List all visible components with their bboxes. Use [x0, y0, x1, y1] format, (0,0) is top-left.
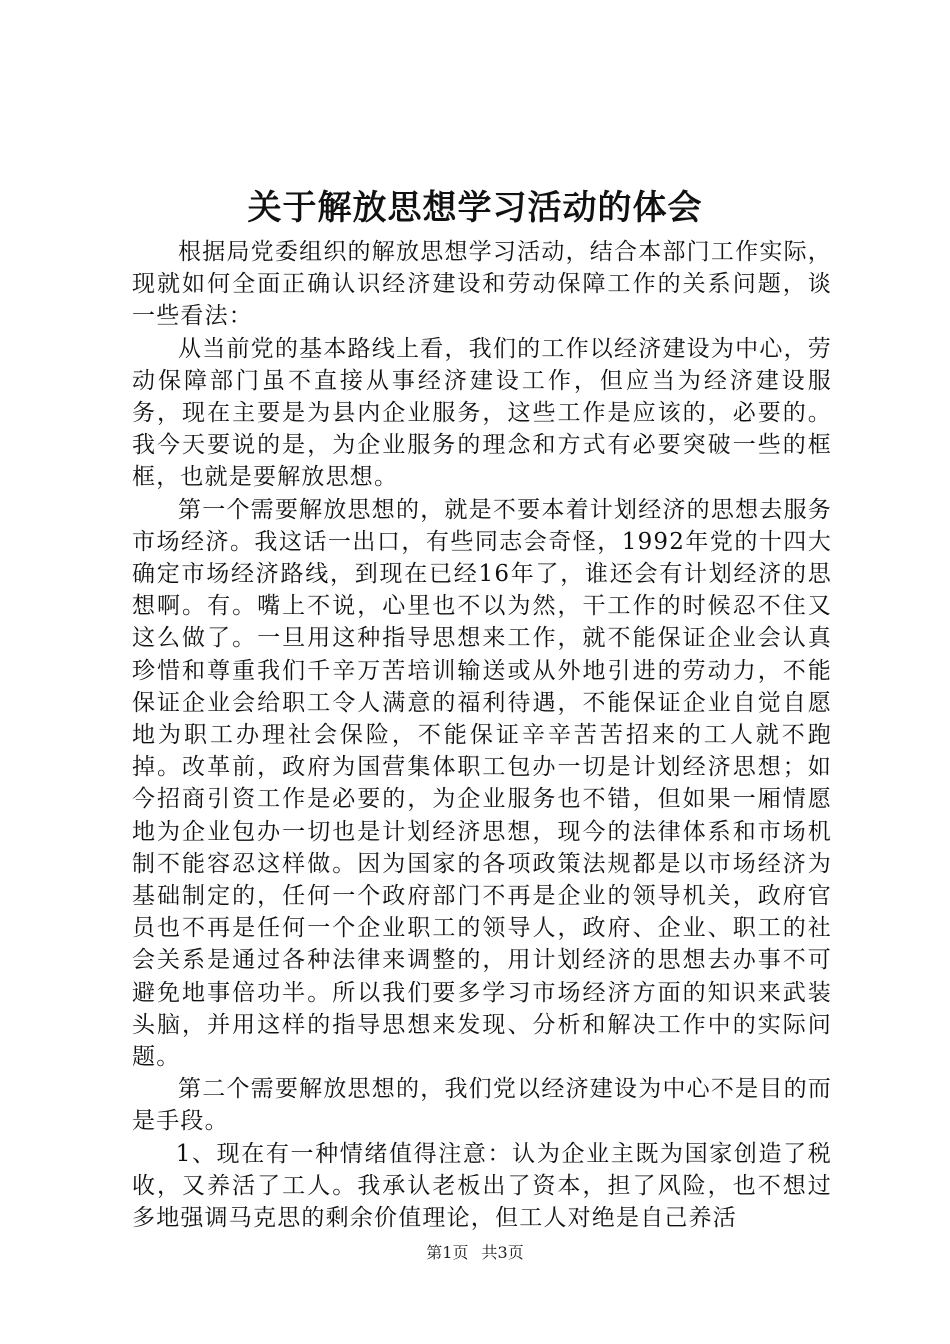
page-footer: [0, 1242, 950, 1264]
paragraph-item-1: 1、现在有一种情绪值得注意：认为企业主既为国家创造了税收，又养活了工人。我承认老板出了资本，担了风险，也不想过多地强调马克思的剩余价值理论，但工人对绝是自己养活: [132, 1140, 832, 1232]
paragraph-basic-line: 从当前党的基本路线上看，我们的工作以经济建设为中心，劳动保障部门虽不直接从事经济建设工作，但应当为经济建设服务，现在主要是为县内企业服务，这些工作是应该的，必要的。我今天要说的是，为企业服务的理念和方式有必要突破一些的框框，也就是要解放思想。: [132, 335, 832, 491]
page-total: 共3页: [481, 1243, 524, 1262]
document-body: [132, 236, 832, 1234]
document-title: 关于解放思想学习活动的体会: [247, 188, 703, 228]
page-number: 第1页: [426, 1243, 469, 1262]
paragraph-second-point: 第二个需要解放思想的，我们党以经济建设为中心不是目的而是手段。: [132, 1076, 832, 1135]
paragraph-intro: 根据局党委组织的解放思想学习活动，结合本部门工作实际，现就如何全面正确认识经济建设和劳动保障工作的关系问题，谈一些看法：: [132, 239, 832, 330]
paragraph-first-point: 第一个需要解放思想的，就是不要本着计划经济的思想去服务市场经济。我这话一出口，有些同志会奇怪，1992年党的十四大确定市场经济路线，到现在已经16年了，谁还会有计划经济的思想啊。有。嘴上不说，心里也不以为然，干工作的时候忍不住又这么做了。一旦用这种指导思想来工作，就不能保证企业会认真珍惜和尊重我们千辛万苦培训输送或从外地引进的劳动力，不能保证企业会给职工令人满意的福利待遇，不能保证企业自觉自愿地为职工办理社会保险，不能保证辛辛苦苦招来的工人就不跑掉。改革前，政府为国营集体职工包办一切是计划经济思想；如今招商引资工作是必要的，为企业服务也不错，但如果一厢情愿地为企业包办一切也是计划经济思想，现今的法律体系和市场机制不能容忍这样做。因为国家的各项政策法规都是以市场经济为基础制定的，任何一个政府部门不再是企业的领导机关，政府官员也不再是任何一个企业职工的领导人，政府、企业、职工的社会关系是通过各种法律来调整的，用计划经济的思想去办事不可避免地事倍功半。所以我们要多学习市场经济方面的知识来武装头脑，并用这样的指导思想来发现、分析和解决工作中的实际问题。: [132, 496, 832, 1071]
